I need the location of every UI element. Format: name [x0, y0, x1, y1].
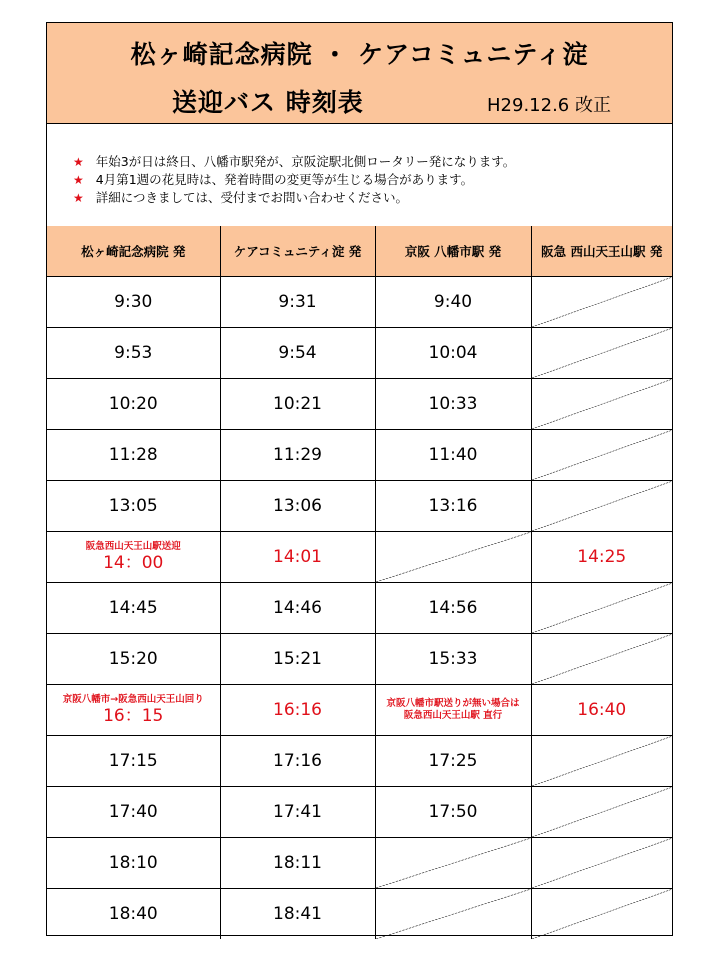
table-row [47, 634, 672, 685]
departure-time: 15:20 [108, 649, 158, 669]
timetable [47, 226, 672, 939]
departure-time: 11:28 [108, 445, 158, 465]
time-cell-c2 [220, 787, 375, 838]
time-cell-c1 [47, 736, 220, 787]
departure-time: 16:16 [273, 700, 322, 720]
departure-time: 13:06 [273, 496, 322, 516]
note-item: ★ 年始3が日は終日、八幡市駅発が、京阪淀駅北側ロータリー発になります。 [73, 154, 516, 169]
column-header: 松ヶ崎記念病院 発 [47, 226, 220, 277]
table-row [47, 430, 672, 481]
departure-time: 17:15 [108, 751, 158, 771]
departure-time: 11:29 [273, 445, 322, 465]
empty-cell-slash [532, 430, 673, 480]
column-header: 阪急 西山天王山駅 発 [531, 226, 672, 277]
time-cell-c2 [220, 838, 375, 889]
departure-time: 13:05 [108, 496, 158, 516]
time-cell-c2 [220, 889, 375, 940]
departure-time: 15:21 [273, 649, 322, 669]
time-cell-c4 [531, 430, 672, 481]
time-cell-c2 [220, 379, 375, 430]
departure-time: 17:16 [273, 751, 322, 771]
timetable-body [47, 277, 672, 940]
notes-section [47, 124, 672, 227]
departure-time: 13:16 [428, 496, 478, 516]
time-cell-c2 [220, 328, 375, 379]
table-header-row [47, 226, 672, 277]
revision-date: H29.12.6 改正 [487, 95, 611, 116]
departure-time: 9:54 [278, 343, 317, 363]
departure-time: 9:30 [114, 292, 153, 312]
time-cell-c4 [531, 328, 672, 379]
time-cell-c4 [531, 889, 672, 940]
departure-time: 18:40 [108, 904, 158, 924]
empty-cell-slash [532, 787, 673, 837]
time-cell-c3 [375, 430, 531, 481]
time-cell-c4 [531, 634, 672, 685]
departure-time: 10:20 [108, 394, 158, 414]
time-cell-c4 [531, 379, 672, 430]
departure-time: 17:41 [273, 802, 322, 822]
departure-time: 18:41 [273, 904, 322, 924]
time-cell-c1 [47, 787, 220, 838]
time-cell-c1 [47, 889, 220, 940]
departure-time: 10:33 [428, 394, 478, 414]
departure-time: 16:40 [577, 700, 627, 720]
departure-time: 15:33 [428, 649, 478, 669]
page-title: 松ヶ崎記念病院 ・ ケアコミュニティ淀 [130, 40, 589, 69]
table-row [47, 277, 672, 328]
empty-cell-slash [532, 277, 673, 327]
departure-time: 18:10 [108, 853, 158, 873]
time-cell-c1 [47, 838, 220, 889]
time-cell-c3 [375, 634, 531, 685]
departure-time: 11:40 [428, 445, 478, 465]
departure-time: 17:50 [428, 802, 478, 822]
empty-cell-slash [532, 328, 673, 378]
star-icon: ★ [73, 155, 84, 169]
time-cell-c3 [375, 736, 531, 787]
title-box [47, 23, 672, 124]
timetable-sheet [46, 22, 673, 936]
empty-cell-slash [376, 889, 531, 939]
departure-time: 14:45 [108, 598, 158, 618]
time-cell-c1 [47, 634, 220, 685]
time-cell-c1 [47, 277, 220, 328]
empty-cell-slash [376, 838, 531, 888]
departure-time: 14:01 [273, 547, 322, 567]
note-item: ★ 4月第1週の花見時は、発着時間の変更等が生じる場合があります。 [73, 172, 474, 187]
departure-time: 9:40 [433, 292, 473, 312]
time-cell-c2 [220, 583, 375, 634]
time-cell-c3 [375, 889, 531, 940]
time-cell-c1 [47, 430, 220, 481]
time-cell-c3 [375, 277, 531, 328]
time-cell-c4 [531, 685, 672, 736]
table-row [47, 685, 672, 736]
table-row [47, 532, 672, 583]
departure-time: 14:56 [428, 598, 478, 618]
time-cell-c3 [375, 787, 531, 838]
empty-cell-slash [532, 481, 673, 531]
departure-time: 17:25 [428, 751, 478, 771]
departure-time: 14:25 [577, 547, 627, 567]
time-cell-c2 [220, 481, 375, 532]
departure-time: 17:40 [108, 802, 158, 822]
time-cell-c1 [47, 583, 220, 634]
departure-time: 10:04 [428, 343, 478, 363]
table-row [47, 583, 672, 634]
route-note: 阪急西山天王山駅送迎 [85, 541, 181, 552]
time-cell-c4 [531, 736, 672, 787]
time-cell-c2 [220, 736, 375, 787]
column-header: ケアコミュニティ淀 発 [220, 226, 375, 277]
table-row [47, 481, 672, 532]
time-cell-c2 [220, 430, 375, 481]
table-row [47, 787, 672, 838]
time-cell-c1 [47, 328, 220, 379]
empty-cell-slash [532, 838, 673, 888]
time-cell-c3 [375, 481, 531, 532]
departure-time: 9:31 [278, 292, 317, 312]
time-cell-c3 [375, 379, 531, 430]
empty-cell-slash [532, 634, 673, 684]
note-item: ★ 詳細につきましては、受付までお問い合わせください。 [73, 190, 409, 205]
time-cell-c3 [375, 328, 531, 379]
route-note: 阪急西山天王山駅 直行 [403, 710, 503, 721]
time-cell-c3 [375, 532, 531, 583]
route-note: 京阪八幡市駅送りが無い場合は [386, 698, 520, 709]
departure-time: 14:46 [273, 598, 322, 618]
departure-time: 10:21 [273, 394, 322, 414]
star-icon: ★ [73, 173, 84, 187]
time-cell-c2 [220, 634, 375, 685]
column-header: 京阪 八幡市駅 発 [375, 226, 531, 277]
table-row [47, 889, 672, 940]
table-row [47, 838, 672, 889]
time-cell-c3 [375, 583, 531, 634]
time-cell-c4 [531, 532, 672, 583]
time-cell-c4 [531, 838, 672, 889]
time-cell-c3 [375, 685, 531, 736]
departure-time: 14：00 [103, 553, 164, 573]
empty-cell-slash [532, 583, 673, 633]
time-cell-c4 [531, 481, 672, 532]
time-cell-c1 [47, 379, 220, 430]
departure-time: 16：15 [103, 706, 164, 726]
departure-time: 9:53 [114, 343, 153, 363]
time-cell-c3 [375, 838, 531, 889]
time-cell-c2 [220, 685, 375, 736]
empty-cell-slash [532, 379, 673, 429]
table-row [47, 328, 672, 379]
star-icon: ★ [73, 191, 84, 205]
empty-cell-slash [532, 736, 673, 786]
table-row [47, 736, 672, 787]
time-cell-c4 [531, 277, 672, 328]
time-cell-c1 [47, 532, 220, 583]
empty-cell-slash [376, 532, 531, 582]
empty-cell-slash [532, 889, 673, 939]
time-cell-c2 [220, 277, 375, 328]
time-cell-c1 [47, 685, 220, 736]
table-row [47, 379, 672, 430]
route-note: 京阪八幡市→阪急西山天王山回り [62, 694, 204, 705]
departure-time: 18:11 [273, 853, 322, 873]
time-cell-c2 [220, 532, 375, 583]
time-cell-c1 [47, 481, 220, 532]
time-cell-c4 [531, 787, 672, 838]
page-subtitle: 送迎バス 時刻表 [172, 88, 364, 117]
time-cell-c4 [531, 583, 672, 634]
